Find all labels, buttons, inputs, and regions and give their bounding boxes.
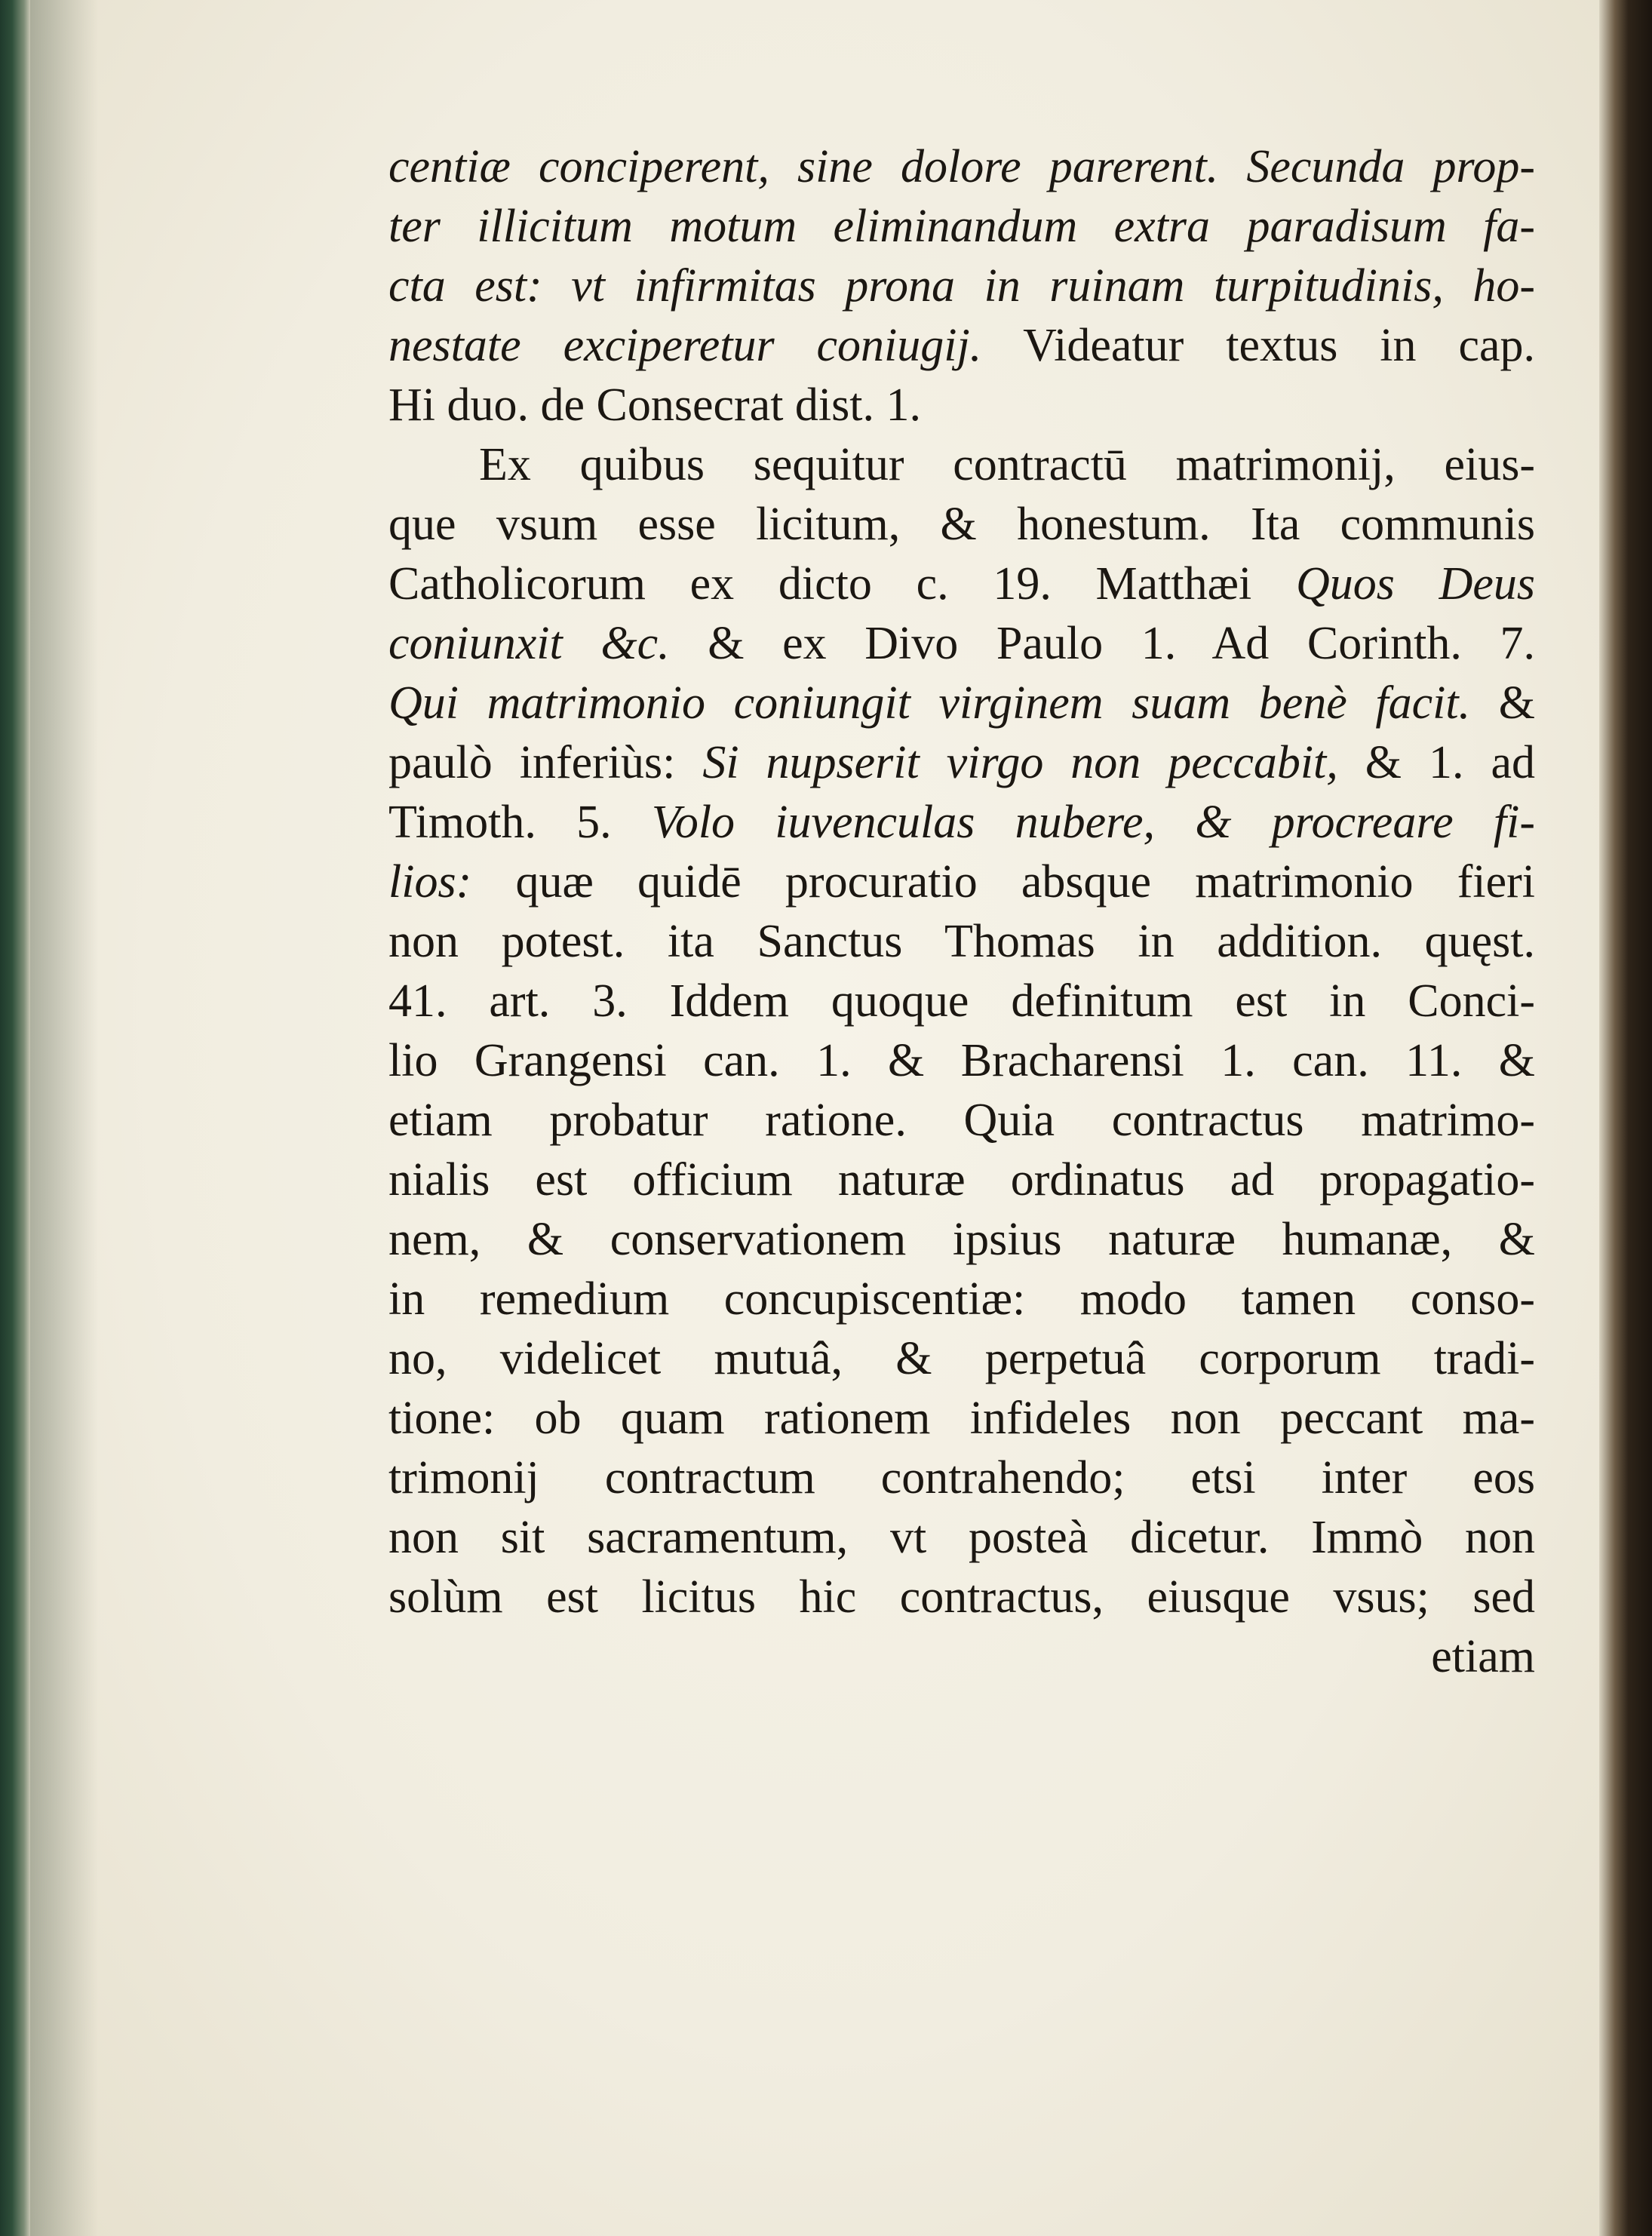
- page-text-block: [388, 137, 1535, 1687]
- text-segment-italic: Qui matrimonio coniungit virginem suam benè facit.: [388, 677, 1471, 729]
- text-line: centiæ conciperent, sine dolore parerent. Secunda prop-: [388, 141, 1535, 192]
- text-line: etiam probatur ratione. Quia contractus matrimo-: [388, 1095, 1535, 1146]
- text-segment-italic: lios:: [388, 856, 472, 908]
- text-segment-italic: coniunxit &c.: [388, 618, 670, 669]
- text-line: tione: ob quam rationem infideles non peccant ma-: [388, 1393, 1535, 1444]
- text-segment: & ex Divo Paulo 1. Ad Corinth. 7.: [708, 618, 1535, 669]
- text-segment-italic: nestate exciperetur coniugij.: [388, 320, 982, 371]
- text-line: [388, 554, 1535, 614]
- text-line: cta est: vt infirmitas prona in ruinam turpitudinis, ho-: [388, 260, 1535, 312]
- text-line: [388, 733, 1535, 793]
- text-segment: & 1. ad: [1365, 737, 1535, 788]
- text-line: lio Grangensi can. 1. & Bracharensi 1. can. 11. &: [388, 1035, 1535, 1086]
- text-line: [388, 614, 1535, 674]
- text-segment-italic: Volo iuvenculas nubere, & procreare fi-: [651, 797, 1535, 848]
- text-line: non potest. ita Sanctus Thomas in addition. quęst.: [388, 916, 1535, 967]
- book-edge-right: [1599, 0, 1652, 2236]
- text-line: 41. art. 3. Iddem quoque definitum est in Conci-: [388, 975, 1535, 1027]
- paragraph-first-line: Ex quibus sequitur contractū matrimonij, eius-: [479, 439, 1535, 490]
- catchword: etiam: [1431, 1631, 1535, 1682]
- text-line: solùm est licitus hic contractus, eiusque vsus; sed: [388, 1571, 1535, 1623]
- text-segment: quæ quidē procuratio absque matrimonio fieri: [515, 856, 1536, 908]
- text-line: nem, & conservationem ipsius naturæ humanæ, &: [388, 1214, 1535, 1265]
- text-segment: paulò inferiùs:: [388, 737, 676, 788]
- text-line: non sit sacramentum, vt posteà dicetur. Immò non: [388, 1512, 1535, 1563]
- book-edge-left: [0, 0, 30, 2236]
- text-line: [388, 316, 1535, 376]
- text-line: no, videlicet mutuâ, & perpetuâ corporum tradi-: [388, 1333, 1535, 1384]
- text-line: que vsum esse licitum, & honestum. Ita communis: [388, 499, 1535, 550]
- text-line: [388, 674, 1535, 733]
- text-segment-italic: Si nupserit virgo non peccabit,: [702, 737, 1338, 788]
- text-line: Hi duo. de Consecrat dist. 1.: [388, 379, 922, 431]
- text-line: [388, 793, 1535, 852]
- text-segment: Videatur textus in cap.: [1023, 320, 1535, 371]
- text-line: in remedium concupiscentiæ: modo tamen conso-: [388, 1273, 1535, 1325]
- text-line: ter illicitum motum eliminandum extra paradisum fa-: [388, 201, 1535, 252]
- text-segment: &: [1498, 677, 1535, 729]
- text-segment-italic: Quos Deus: [1295, 558, 1536, 610]
- text-line: nialis est officium naturæ ordinatus ad propagatio-: [388, 1154, 1535, 1206]
- text-segment: Timoth. 5.: [388, 797, 612, 848]
- text-line: trimonij contractum contrahendo; etsi inter eos: [388, 1452, 1535, 1503]
- text-line: [388, 852, 1535, 912]
- gutter-shadow: [30, 0, 98, 2236]
- text-segment: Catholicorum ex dicto c. 19. Matthæi: [388, 558, 1252, 610]
